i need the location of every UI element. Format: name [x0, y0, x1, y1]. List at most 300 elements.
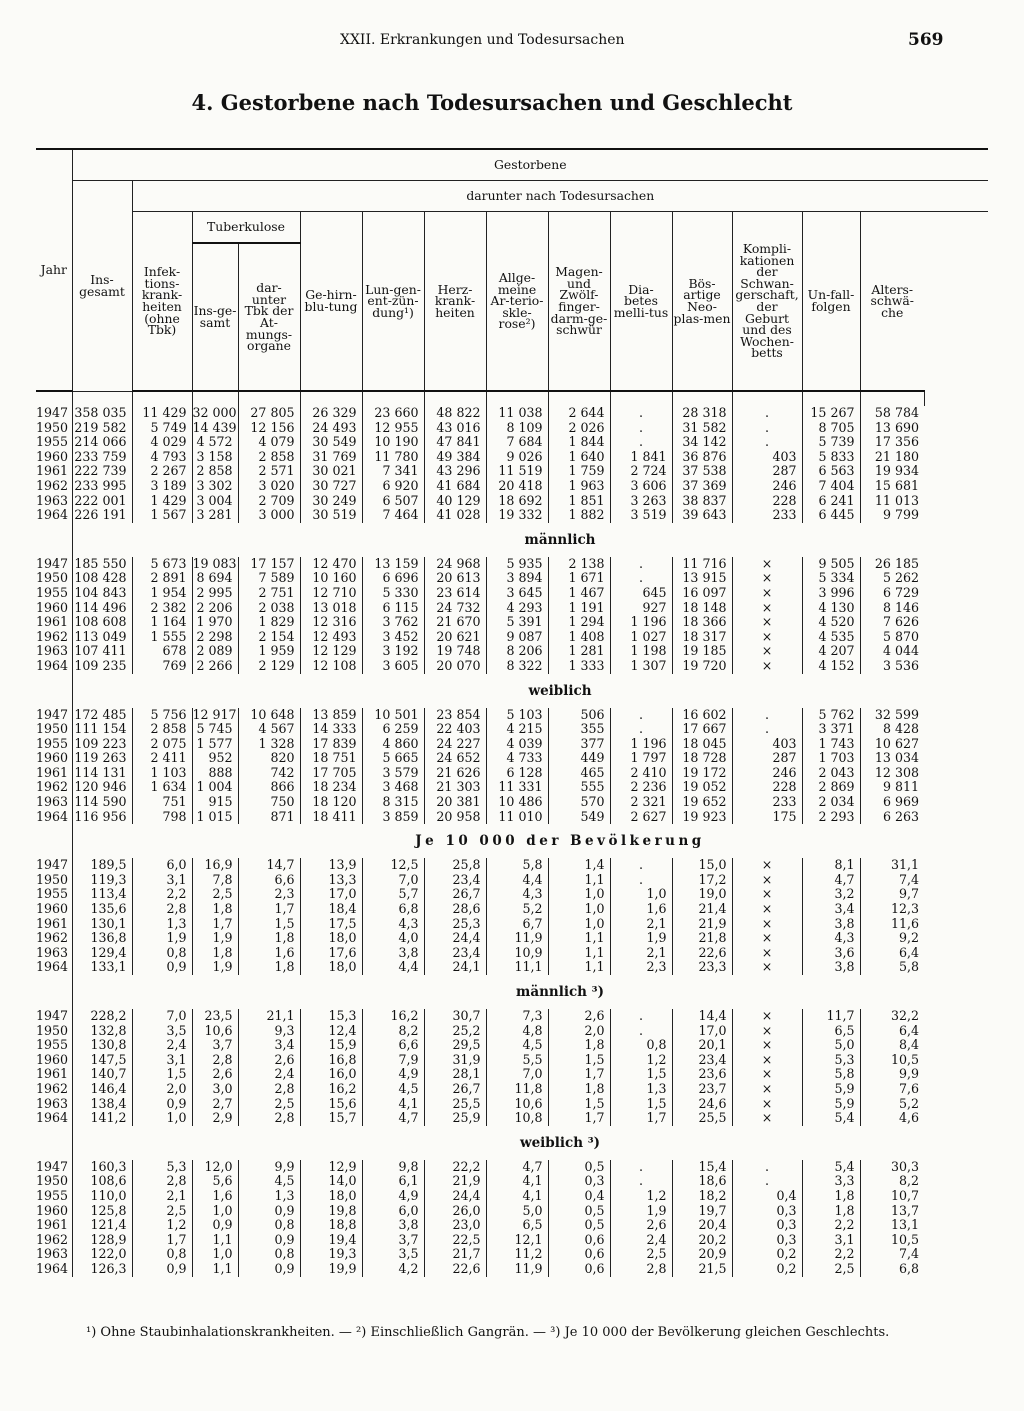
value-cell: 38 837 [672, 494, 732, 509]
value-cell: . [610, 708, 672, 723]
value-cell: 2 034 [802, 795, 860, 810]
value-cell: 222 001 [72, 494, 132, 509]
value-cell: 2 571 [238, 464, 300, 479]
value-cell: 6,6 [362, 1038, 424, 1053]
value-cell: 18,0 [300, 1189, 362, 1204]
value-cell: 3 302 [192, 479, 238, 494]
value-cell: 2 043 [802, 766, 860, 781]
value-cell: 1 959 [238, 644, 300, 659]
value-cell: 3,3 [802, 1174, 860, 1189]
value-cell: 222 739 [72, 464, 132, 479]
value-cell: 1,0 [610, 887, 672, 902]
value-cell: 13,9 [300, 858, 362, 873]
table-row [36, 1174, 988, 1189]
table-header [36, 149, 988, 391]
value-cell: × [732, 601, 802, 616]
year-cell: 1962 [36, 628, 69, 644]
value-cell: 2 236 [610, 780, 672, 795]
table-title: 4. Gestorbene nach Todesursachen und Geschlecht [191, 90, 793, 115]
value-cell: 2,0 [132, 1082, 192, 1097]
value-cell: 5 745 [192, 722, 238, 737]
value-cell: 1,9 [132, 931, 192, 946]
value-cell: 12 470 [300, 557, 362, 572]
value-cell: 11 013 [860, 494, 924, 509]
value-cell: 19,9 [300, 1262, 362, 1277]
table-row [36, 571, 988, 586]
value-cell: 104 843 [72, 586, 132, 601]
value-cell: 185 550 [72, 557, 132, 572]
value-cell: 1,6 [610, 902, 672, 917]
value-cell: . [610, 557, 672, 572]
value-cell: 13 690 [860, 421, 924, 436]
value-cell: 19,3 [300, 1247, 362, 1262]
value-cell: 1,7 [192, 917, 238, 932]
year-cell: 1964 [36, 959, 69, 975]
year-cell: 1950 [36, 1173, 69, 1189]
value-cell: 4,1 [486, 1189, 548, 1204]
year-cell: 1955 [36, 886, 69, 902]
value-cell: 1 844 [548, 435, 610, 450]
value-cell: 4 152 [802, 659, 860, 674]
value-cell: 110,0 [72, 1189, 132, 1204]
table-row [36, 557, 988, 572]
table-row [36, 494, 988, 509]
value-cell: 32,2 [860, 1009, 924, 1024]
year-cell: 1960 [36, 1202, 69, 1218]
value-cell: 2 293 [802, 810, 860, 825]
value-cell: 19 332 [486, 508, 548, 523]
value-cell: 21 303 [424, 780, 486, 795]
value-cell: 1 577 [192, 737, 238, 752]
value-cell: 0,6 [548, 1233, 610, 1248]
value-cell: 16 097 [672, 586, 732, 601]
value-cell: 20,4 [672, 1218, 732, 1233]
value-cell: 0,4 [732, 1189, 802, 1204]
value-cell: 4 079 [238, 435, 300, 450]
value-cell: 21,9 [672, 917, 732, 932]
value-cell: 37 538 [672, 464, 732, 479]
value-cell: × [732, 1097, 802, 1112]
section-heading-row [36, 523, 988, 557]
value-cell: 1 198 [610, 644, 672, 659]
value-cell: 20,9 [672, 1247, 732, 1262]
value-cell: 26,7 [424, 1082, 486, 1097]
value-cell: 21,8 [672, 931, 732, 946]
col-komplikationen: Kompli-kationen der Schwan-gerschaft, der Geburt und des Wochen-betts [732, 212, 802, 392]
value-cell: 3 158 [192, 450, 238, 465]
value-cell: 2,0 [548, 1024, 610, 1039]
value-cell: 226 191 [72, 508, 132, 523]
value-cell: 9,9 [860, 1067, 924, 1082]
value-cell: 1 851 [548, 494, 610, 509]
value-cell: 19,8 [300, 1204, 362, 1219]
table-row [36, 630, 988, 645]
value-cell: 37 369 [672, 479, 732, 494]
value-cell: 11,6 [860, 917, 924, 932]
value-cell: 5 665 [362, 751, 424, 766]
value-cell: 1 004 [192, 780, 238, 795]
col-gestorbene: Gestorbene [72, 149, 988, 181]
value-cell: . [732, 1160, 802, 1175]
value-cell: 1 027 [610, 630, 672, 645]
value-cell: 4,7 [486, 1160, 548, 1175]
value-cell: 113,4 [72, 887, 132, 902]
value-cell: 10,6 [192, 1024, 238, 1039]
value-cell: 4 520 [802, 615, 860, 630]
value-cell: 18,2 [672, 1189, 732, 1204]
value-cell: 5 330 [362, 586, 424, 601]
value-cell: 246 [732, 479, 802, 494]
value-cell: 28 318 [672, 406, 732, 421]
value-cell: 16,2 [362, 1009, 424, 1024]
table-row [36, 1218, 988, 1233]
value-cell: . [610, 1024, 672, 1039]
value-cell: 25,3 [424, 917, 486, 932]
value-cell: 6 115 [362, 601, 424, 616]
value-cell: 23 854 [424, 708, 486, 723]
value-cell: 12,1 [486, 1233, 548, 1248]
value-cell: 1,2 [132, 1218, 192, 1233]
value-cell: 1,4 [548, 858, 610, 873]
value-cell: 2 858 [132, 722, 192, 737]
year-cell: 1964 [36, 507, 69, 523]
value-cell: × [732, 887, 802, 902]
value-cell: 4,3 [802, 931, 860, 946]
value-cell: 2 038 [238, 601, 300, 616]
table-row [36, 1024, 988, 1039]
value-cell: 31,1 [860, 858, 924, 873]
value-cell: 13,3 [300, 873, 362, 888]
value-cell: 3,8 [802, 960, 860, 975]
year-cell: 1950 [36, 721, 69, 737]
value-cell: 750 [238, 795, 300, 810]
value-cell: 1 196 [610, 615, 672, 630]
value-cell: 146,4 [72, 1082, 132, 1097]
running-head [0, 32, 1024, 52]
table-row [36, 1189, 988, 1204]
value-cell: 23,7 [672, 1082, 732, 1097]
value-cell: 1,0 [192, 1204, 238, 1219]
value-cell: 4,8 [486, 1024, 548, 1039]
value-cell: 3,1 [802, 1233, 860, 1248]
value-cell: 3,8 [802, 917, 860, 932]
value-cell: 7,0 [486, 1067, 548, 1082]
value-cell: 20 418 [486, 479, 548, 494]
value-cell: 2 154 [238, 630, 300, 645]
value-cell: 20 613 [424, 571, 486, 586]
value-cell: 24,1 [424, 960, 486, 975]
value-cell: 12,0 [192, 1160, 238, 1175]
value-cell: 19,4 [300, 1233, 362, 1248]
table-row [36, 1233, 988, 1248]
value-cell: 246 [732, 766, 802, 781]
value-cell: 1,1 [548, 960, 610, 975]
value-cell: 5,7 [362, 887, 424, 902]
value-cell: 21,5 [672, 1262, 732, 1277]
value-cell: 32 000 [192, 405, 237, 420]
value-cell: 3,7 [362, 1233, 424, 1248]
value-cell: × [732, 630, 802, 645]
value-cell: 1 963 [548, 479, 610, 494]
value-cell: × [732, 586, 802, 601]
year-cell: 1963 [36, 794, 69, 810]
value-cell: 465 [548, 766, 610, 781]
value-cell: 11,8 [486, 1082, 548, 1097]
value-cell: 25,9 [424, 1111, 486, 1126]
value-cell: 219 582 [72, 421, 132, 436]
year-cell: 1947 [36, 1008, 69, 1023]
value-cell: 2 298 [192, 630, 238, 645]
section-heading-row [36, 975, 988, 1009]
value-cell: 1,1 [548, 946, 610, 961]
value-cell: 4 535 [802, 630, 860, 645]
value-cell: 1,9 [610, 931, 672, 946]
value-cell: 5,6 [192, 1174, 238, 1189]
value-cell: 18 751 [300, 751, 362, 766]
col-neoplasmen: Bös-artige Neo-plas-men [672, 212, 732, 392]
value-cell: 3 468 [362, 780, 424, 795]
value-cell: 15,7 [300, 1111, 362, 1126]
value-cell: 1,8 [548, 1038, 610, 1053]
value-cell: 1 191 [548, 601, 610, 616]
value-cell: 2 751 [238, 586, 300, 601]
value-cell: 14 333 [300, 722, 362, 737]
value-cell: 214 066 [72, 435, 132, 450]
value-cell: 3 894 [486, 571, 548, 586]
value-cell: 36 876 [672, 450, 732, 465]
value-cell: 1,0 [548, 917, 610, 932]
value-cell: 21 180 [860, 450, 924, 465]
value-cell: 6,0 [362, 1204, 424, 1219]
year-cell: 1962 [36, 477, 69, 493]
value-cell: 2 627 [610, 810, 672, 825]
value-cell: 10 627 [860, 737, 924, 752]
value-cell: 2 089 [192, 644, 238, 659]
value-cell: × [732, 571, 802, 586]
value-cell: 13 159 [362, 557, 424, 572]
value-cell: 2,9 [192, 1111, 238, 1126]
col-tbk-atmung: dar-unter Tbk der At-mungs-organe [238, 243, 300, 391]
value-cell: 8 315 [362, 795, 424, 810]
year-cell: 1955 [36, 735, 69, 751]
value-cell: 14,0 [300, 1174, 362, 1189]
value-cell: 2 411 [132, 751, 192, 766]
value-cell: 12,4 [300, 1024, 362, 1039]
year-cell: 1947 [36, 857, 69, 873]
value-cell: 14 439 [192, 419, 237, 435]
col-insgesamt: Ins-gesamt [72, 181, 132, 392]
value-cell: 172 485 [72, 708, 132, 723]
value-cell: 678 [132, 644, 192, 659]
value-cell: . [732, 1174, 802, 1189]
value-cell: 358 035 [72, 406, 132, 421]
value-cell: 18 120 [300, 795, 362, 810]
value-cell: 25,5 [672, 1111, 732, 1126]
value-cell: 8 322 [486, 659, 548, 674]
value-cell: 3,5 [362, 1247, 424, 1262]
year-cell: 1955 [36, 1037, 69, 1053]
year-cell: 1964 [36, 1110, 69, 1126]
table-row [36, 586, 988, 601]
col-arteriosklerose: Allge-meine Ar-terio-skle-rose²) [486, 212, 548, 392]
value-cell: 23,4 [424, 873, 486, 888]
value-cell: 15,0 [672, 858, 732, 873]
value-cell: 24,6 [672, 1097, 732, 1112]
value-cell: 1,3 [238, 1189, 300, 1204]
table-row [36, 421, 988, 436]
value-cell: 5 103 [486, 708, 548, 723]
table-row [36, 644, 988, 659]
value-cell: 4 293 [486, 601, 548, 616]
year-cell: 1950 [36, 1022, 69, 1038]
value-cell: 130,8 [72, 1038, 132, 1053]
value-cell: × [732, 1009, 802, 1024]
value-cell: 122,0 [72, 1247, 132, 1262]
year-cell: 1950 [36, 419, 69, 435]
value-cell: 7,4 [860, 1247, 924, 1262]
value-cell: 7 464 [362, 508, 424, 523]
value-cell: 1,1 [192, 1233, 238, 1248]
value-cell: 6,5 [802, 1024, 860, 1039]
value-cell: 17,0 [672, 1024, 732, 1039]
value-cell: 3 263 [610, 494, 672, 509]
value-cell: 32 599 [860, 708, 924, 723]
value-cell: 22,6 [672, 946, 732, 961]
value-cell: 506 [548, 708, 610, 723]
value-cell: 18 728 [672, 751, 732, 766]
value-cell: 15 267 [802, 406, 860, 421]
value-cell: 132,8 [72, 1024, 132, 1039]
value-cell: 233 [732, 795, 802, 810]
value-cell: 3 281 [192, 508, 238, 523]
value-cell: . [610, 858, 672, 873]
value-cell: 12,3 [860, 902, 924, 917]
value-cell: 1 882 [548, 508, 610, 523]
value-cell: 1,3 [610, 1082, 672, 1097]
value-cell: 133,1 [72, 960, 132, 975]
value-cell: 4,5 [238, 1174, 300, 1189]
value-cell: 0,8 [238, 1218, 300, 1233]
value-cell: 2 644 [548, 406, 610, 421]
value-cell: 48 822 [424, 406, 486, 421]
value-cell: 15,4 [672, 1160, 732, 1175]
value-cell: 8,4 [860, 1038, 924, 1053]
value-cell: 30 727 [300, 479, 362, 494]
value-cell: . [610, 1160, 672, 1175]
value-cell: 23 660 [362, 406, 424, 421]
value-cell: 23,0 [424, 1218, 486, 1233]
value-cell: 5,8 [486, 858, 548, 873]
table-row [36, 1053, 988, 1068]
value-cell: 1,5 [610, 1097, 672, 1112]
value-cell: 25,8 [424, 858, 486, 873]
value-cell: 3 606 [610, 479, 672, 494]
value-cell: 3,2 [802, 887, 860, 902]
value-cell: 1,8 [238, 931, 300, 946]
value-cell: 18 234 [300, 780, 362, 795]
value-cell: 24 227 [424, 737, 486, 752]
value-cell: 9,7 [860, 887, 924, 902]
value-cell: 5 756 [132, 708, 192, 723]
value-cell: 8,2 [362, 1024, 424, 1039]
table-row [36, 435, 988, 450]
value-cell: 2,1 [610, 946, 672, 961]
table-row [36, 751, 988, 766]
value-cell: 8 206 [486, 644, 548, 659]
value-cell: 3,0 [192, 1082, 238, 1097]
value-cell: 0,9 [192, 1218, 238, 1233]
value-cell: 1 703 [802, 751, 860, 766]
value-cell: 7,6 [860, 1082, 924, 1097]
value-cell: 798 [132, 810, 192, 825]
value-cell: 6 696 [362, 571, 424, 586]
value-cell: 175 [732, 810, 802, 825]
value-cell: 3 579 [362, 766, 424, 781]
value-cell: 47 841 [424, 435, 486, 450]
value-cell: 13 915 [672, 571, 732, 586]
value-cell: 7 626 [860, 615, 924, 630]
value-cell: 26 185 [860, 557, 924, 572]
value-cell: 109 235 [72, 659, 132, 674]
value-cell: 5,9 [802, 1097, 860, 1112]
year-cell: 1947 [36, 405, 69, 420]
value-cell: 108 608 [72, 615, 132, 630]
value-cell: 121,4 [72, 1218, 132, 1233]
value-cell: 3,8 [362, 946, 424, 961]
year-cell: 1960 [36, 901, 69, 917]
value-cell: 3 452 [362, 630, 424, 645]
value-cell: 4 044 [860, 644, 924, 659]
value-cell: 549 [548, 810, 610, 825]
value-cell: 4,9 [362, 1189, 424, 1204]
value-cell: 8 146 [860, 601, 924, 616]
value-cell: 16,2 [300, 1082, 362, 1097]
value-cell: 27 805 [238, 406, 300, 421]
value-cell: 11 780 [362, 450, 424, 465]
section-label: weiblich [528, 682, 592, 699]
value-cell: 3,5 [132, 1024, 192, 1039]
value-cell: 0,8 [238, 1247, 300, 1262]
value-cell: 0,3 [732, 1204, 802, 1219]
value-cell: 126,3 [72, 1262, 132, 1277]
value-cell: 12 129 [300, 644, 362, 659]
value-cell: 4,1 [486, 1174, 548, 1189]
value-cell: 17 839 [300, 737, 362, 752]
value-cell: 17 705 [300, 766, 362, 781]
section-heading-row [36, 824, 988, 858]
value-cell: 28,1 [424, 1067, 486, 1082]
value-cell: 136,8 [72, 931, 132, 946]
value-cell: 0,8 [132, 1247, 192, 1262]
value-cell: 108,6 [72, 1174, 132, 1189]
value-cell: 49 384 [424, 450, 486, 465]
value-cell: 1,9 [192, 931, 238, 946]
value-cell: 13 034 [860, 751, 924, 766]
col-magen: Magen-und Zwölf-finger-darm-ge-schwür [548, 212, 610, 392]
value-cell: 11 010 [486, 810, 548, 825]
value-cell: 11 519 [486, 464, 548, 479]
table-row [36, 615, 988, 630]
year-cell: 1963 [36, 492, 69, 508]
value-cell: 2 267 [132, 464, 192, 479]
value-cell: 0,9 [238, 1204, 300, 1219]
value-cell: 15,9 [300, 1038, 362, 1053]
value-cell: 2 321 [610, 795, 672, 810]
value-cell: 17 667 [672, 722, 732, 737]
year-cell: 1955 [36, 584, 69, 600]
value-cell: 1 797 [610, 751, 672, 766]
value-cell: 0,9 [132, 1262, 192, 1277]
